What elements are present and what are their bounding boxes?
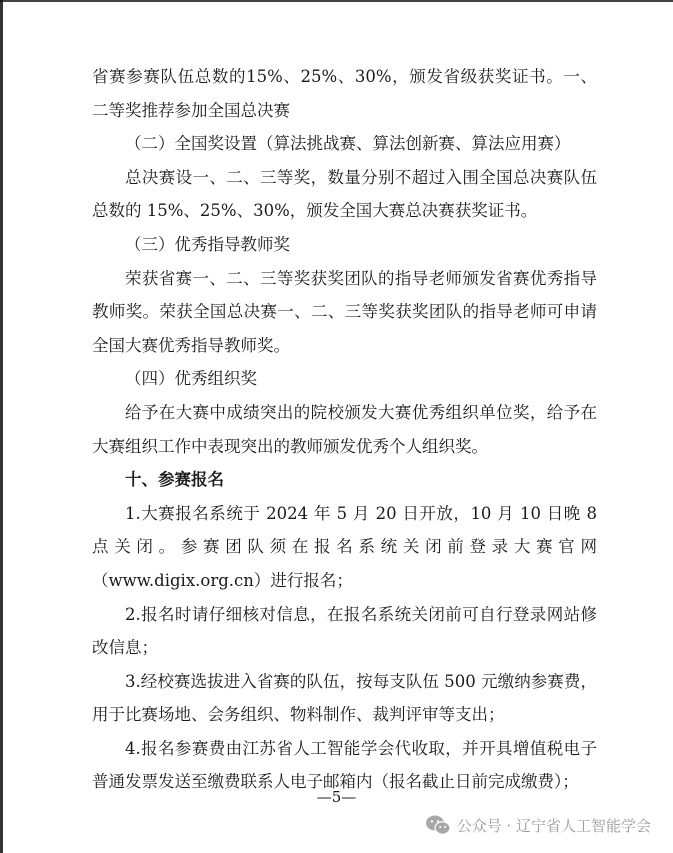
- registration-item-2: 2.报名时请仔细核对信息，在报名系统关闭前可自行登录网站修改信息；: [92, 604, 597, 658]
- registration-item-1: 1.大赛报名系统于 2024 年 5 月 20 日开放，10 月 10 日晚 8 点关闭。参赛团队须在报名系统关闭前登录大赛官网（www.digix.org.cn）进行报名；: [92, 503, 597, 590]
- subheading-teacher-award: （三）优秀指导教师奖: [125, 234, 290, 254]
- section-heading-registration: 十、参赛报名: [125, 470, 224, 490]
- paragraph-organization-award: 给予在大赛中成绩突出的院校颁发大赛优秀组织单位奖，给予在大赛组织工作中表现突出的教师颁发优秀个人组织奖。: [92, 402, 597, 456]
- registration-item-4: 4.报名参赛费由江苏省人工智能学会代收取，并开具增值税电子普通发票发送至缴费联系人电子邮箱内（报名截止日前完成缴费）；: [92, 738, 597, 792]
- wechat-icon: [425, 814, 451, 836]
- subheading-national-awards: （二）全国奖设置（算法挑战赛、算法创新赛、算法应用赛）: [125, 134, 571, 154]
- watermark: [425, 814, 651, 836]
- page-number: —5—: [316, 788, 357, 806]
- subheading-organization-award: （四）优秀组织奖: [125, 369, 257, 389]
- document-body: [92, 60, 597, 799]
- registration-item-3: 3.经校赛选拔进入省赛的队伍，按每支队伍 500 元缴纳参赛费，用于比赛场地、会务组织、物料制作、裁判评审等支出；: [92, 671, 597, 725]
- paragraph-teacher-award: 荣获省赛一、二、三等奖获奖团队的指导老师颁发省赛优秀指导教师奖。荣获全国总决赛一、二、三等奖获奖团队的指导老师可申请全国大赛优秀指导教师奖。: [92, 268, 597, 355]
- paragraph-continuation: 省赛参赛队伍总数的15%、25%、30%，颁发省级获奖证书。一、二等奖推荐参加全国总决赛: [92, 67, 597, 120]
- watermark-text: 公众号 · 辽宁省人工智能学会: [456, 816, 651, 835]
- page-left-edge: [0, 0, 3, 853]
- paragraph-national-awards: 总决赛设一、二、三等奖，数量分别不超过入围全国总决赛队伍总数的 15%、25%、30%，颁发全国大赛总决赛获奖证书。: [92, 167, 597, 221]
- page-top-edge: [0, 0, 673, 2]
